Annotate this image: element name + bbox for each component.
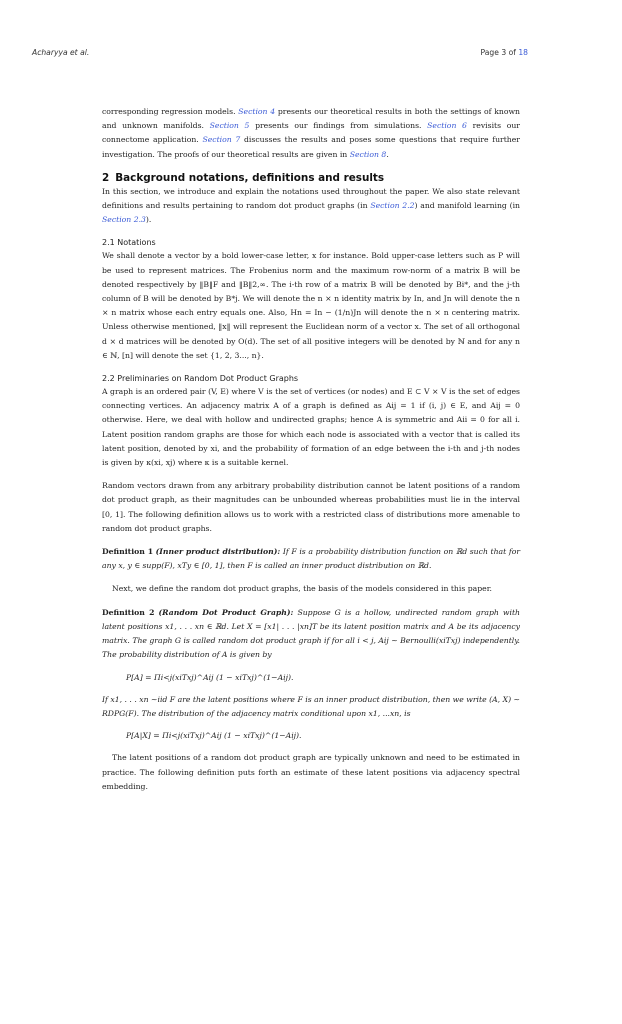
main-text (102, 105, 520, 794)
intro-text-3: presents our findings from simulations. (255, 121, 422, 131)
section-2-number: 2 (102, 171, 110, 184)
intro-text-5: discusses the results and poses some questions that require further investigation. The proofs of our theoretical results are given in (102, 135, 520, 159)
definition-2 (102, 606, 520, 663)
section-2-text-1: In this section, we introduce and explain the notations used throughout the paper. We also state relevant definitions and results pertaining to random dot product graphs (in (102, 186, 520, 211)
definition-1 (102, 545, 520, 573)
definition-1-name: (Inner product distribution): (155, 547, 281, 557)
equation-adjacency-distribution: P[A] = Πi<j(xiTxj)^Aij (1 − xiTxj)^(1−Aij). (126, 672, 294, 682)
notations-paragraph: We shall denote a vector by a bold lower-case letter, x for instance. Bold upper-case letters such as P will be used to represent matrices. The Frobenius norm and the maximum row-norm of a matrix B will be denoted respectively by ‖B‖F and ‖B‖2,∞. The i-th row of a matrix B will be denoted by Bi*, and the j-th column of B will be denoted by B*j. We will denote the n × n identity matrix by In, and Jn will denote the n × n matrix whose each entry equals one. Also, Hn = In − (1/n)Jn will denote the n × n centering matrix. Unless otherwise mentioned, ‖x‖ will represent the Euclidean norm of a vector x. The set of all orthogonal d × d matrices will be denoted by O(d). The set of all positive integers will be denoted by ℕ and for any n ∈ ℕ, [n] will denote the set {1, 2, 3..., n}. (102, 251, 520, 360)
section-7-link[interactable]: Section 7 (202, 135, 241, 145)
intro-text-2: presents our theoretical results in both the settings of known and unknown manifolds. (102, 107, 520, 131)
page-total-link[interactable]: 18 (518, 48, 528, 57)
section-2-intro (102, 185, 520, 228)
section-6-link[interactable]: Section 6 (427, 121, 467, 131)
intro-paragraph (102, 105, 520, 162)
running-header (32, 48, 528, 60)
section-5-link[interactable]: Section 5 (209, 121, 250, 131)
transition-paragraph: Next, we define the random dot product graphs, the basis of the models considered in this paper. (112, 584, 492, 594)
section-2-heading (102, 171, 520, 185)
section-4-link[interactable]: Section 4 (238, 107, 276, 116)
equation-conditional-distribution: P[A|X] = Πi<j(xiTxj)^Aij (1 − xiTxj)^(1−Aij). (126, 731, 302, 741)
definition-2-continued: If x1, . . . xn ∼iid F are the latent positions where F is an inner product distribution, then we write (A, X) ∼ RDPG(F). The distribution of the adjacency matrix conditional upon x1, ...xn, is (102, 694, 520, 718)
intro-text-4: revisits our connectome application. (102, 121, 520, 145)
definition-1-text: If F is a probability distribution function on ℝd such that for any x, y ∈ supp(F), xTy ∈ [0, 1], then F is called an inner product distribution on ℝd. (102, 547, 520, 571)
section-8-link[interactable]: Section 8 (349, 149, 387, 159)
section-2-title: Background notations, definitions and results (115, 171, 385, 184)
section-2-text-2: ) and manifold learning (in (414, 201, 520, 211)
subsection-2-1-heading: 2.1 Notations (102, 238, 156, 248)
closing-paragraph: The latent positions of a random dot product graph are typically unknown and need to be estimated in practice. The following definition puts forth an estimate of these latent positions via adjacency spectral embedding. (102, 753, 520, 791)
subsection-2-2-heading: 2.2 Preliminaries on Random Dot Product Graphs (102, 374, 299, 384)
rdpg-paragraph-1: A graph is an ordered pair (V, E) where V is the set of vertices (or nodes) and E ⊂ V × V is the set of edges connecting vertices. An adjacency matrix A of a graph is defined as Aij = 1 if (i, j) ∈ E, and Aij = 0 otherwise. Here, we deal with hollow and undirected graphs; hence A is symmetric and Aii = 0 for all i. Latent position random graphs are those for which each node is associated with a vector that is called its latent position, denoted by xi, and the probability of formation of an edge between the i-th and j-th nodes is given by κ(xi, xj) where κ is a suitable kernel. (102, 387, 520, 468)
page-number (481, 48, 528, 57)
intro-text-1: corresponding regression models. (102, 107, 236, 116)
definition-2-text: Suppose G is a hollow, undirected random graph with latent positions x1, . . . xn ∈ ℝd. Let X = [x1| . . . |xn]T be its latent position matrix and A be its adjacency matrix. The graph G is called random dot product graph if for all i < j, Aij ∼ Bernoulli(xiTxj) independently. The probability distribution of A is given by (102, 607, 521, 660)
definition-1-label: Definition 1 (102, 547, 154, 557)
page-number-prefix: Page 3 of (480, 48, 516, 57)
definition-2-name: (Random Dot Product Graph): (158, 607, 294, 617)
section-2-2-link[interactable]: Section 2.2 (370, 201, 415, 211)
running-header-authors: Acharyya et al. (32, 48, 90, 57)
intro-text-6: . (386, 149, 389, 159)
definition-2-label: Definition 2 (102, 607, 155, 617)
section-2-text-3: ). (145, 215, 152, 225)
section-2-3-link[interactable]: Section 2.3 (102, 215, 146, 225)
rdpg-paragraph-2: Random vectors drawn from any arbitrary probability distribution cannot be latent positions of a random dot product graph, as their magnitudes can be unbounded whereas probabilities must lie in the interval [0, 1]. The following definition allows us to work with a restricted class of distributions more amenable to random dot product graphs. (102, 481, 520, 533)
